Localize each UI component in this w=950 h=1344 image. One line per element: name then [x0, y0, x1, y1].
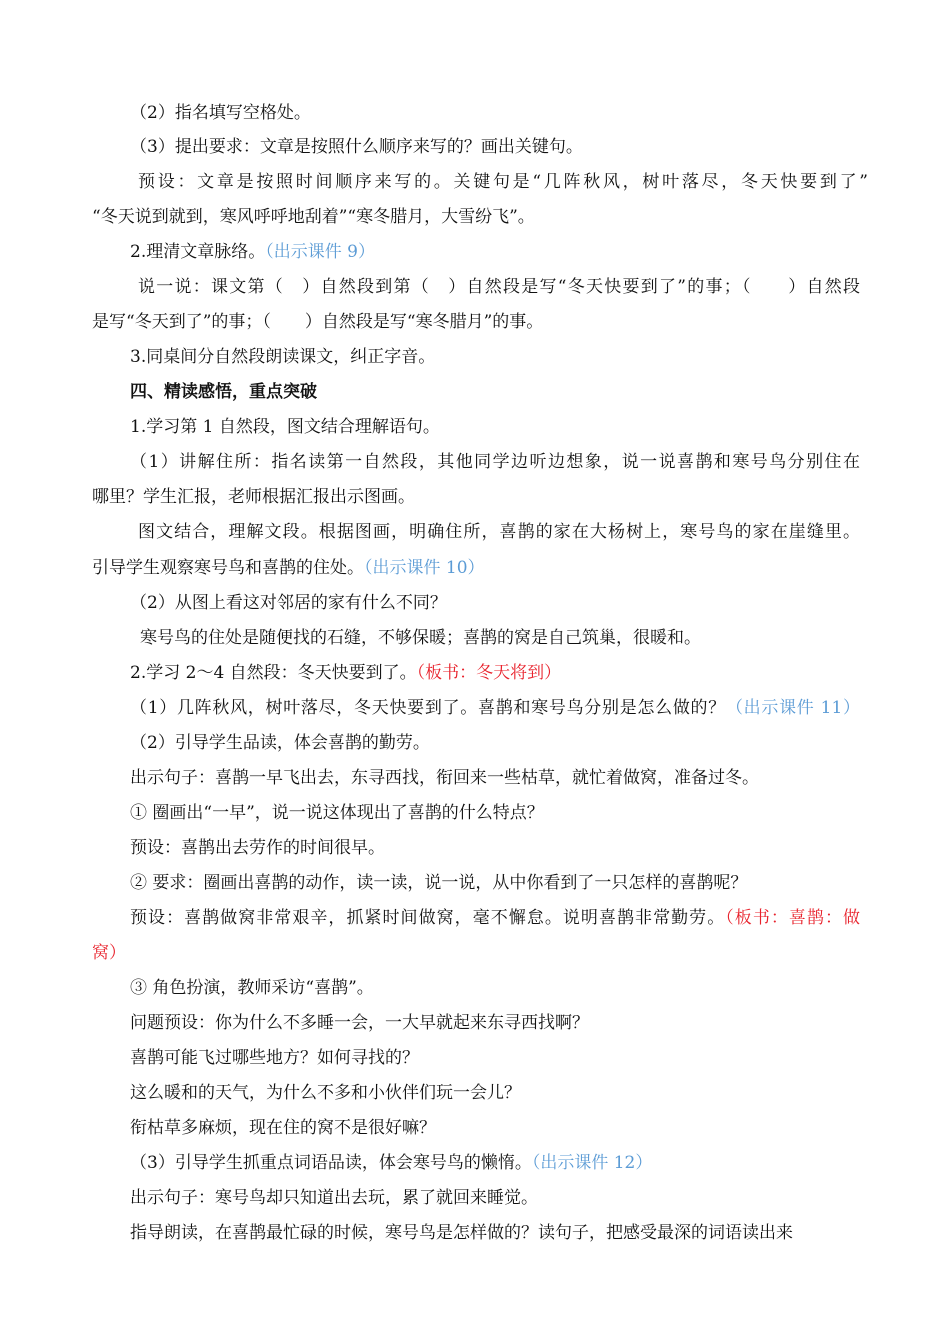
courseware-note: （出示课件 11） — [725, 698, 860, 718]
paragraph-line: 指导朗读，在喜鹊最忙碌的时候，寒号鸟是怎样做的？读句子，把感受最深的词语读出来 — [130, 1223, 793, 1243]
blackboard-note: （板书：喜鹊：做 — [725, 908, 861, 928]
paragraph-line: ③ 角色扮演，教师采访“喜鹊”。 — [130, 978, 374, 998]
blackboard-note: （板书：冬天将到） — [416, 663, 562, 683]
paragraph-line: 预设：文章是按照时间顺序来写的。关键句是“几阵秋风，树叶落尽，冬天快要到了” — [138, 172, 868, 192]
blackboard-note: 窝） — [92, 943, 126, 963]
paragraph-line: 衔枯草多麻烦，现在住的窝不是很好嘛？ — [130, 1118, 436, 1138]
courseware-note: （出示课件 10） — [364, 558, 485, 578]
paragraph-line: 说一说：课文第（ ）自然段到第（ ）自然段是写“冬天快要到了”的事；（ ）自然段 — [138, 277, 860, 297]
paragraph-line: 喜鹊可能飞过哪些地方？如何寻找的？ — [130, 1048, 419, 1068]
section-heading: 四、精读感悟，重点突破 — [130, 382, 317, 402]
paragraph-line: （1）几阵秋风，树叶落尽，冬天快要到了。喜鹊和寒号鸟分别是怎么做的？（出示课件 11） — [130, 698, 860, 718]
paragraph-line: 出示句子：寒号鸟却只知道出去玩，累了就回来睡觉。 — [130, 1188, 538, 1208]
paragraph-line: 是写“冬天到了”的事；（ ）自然段是写“寒冬腊月”的事。 — [92, 312, 544, 332]
paragraph-line: 1.学习第 1 自然段，图文结合理解语句。 — [130, 417, 440, 437]
paragraph-line: 2.学习 2～4 自然段：冬天快要到了。（板书：冬天将到） — [130, 663, 562, 683]
paragraph-line: （3）引导学生抓重点词语品读，体会寒号鸟的懒惰。（出示课件 12） — [130, 1153, 653, 1173]
paragraph-line: 2.理清文章脉络。（出示课件 9） — [130, 242, 375, 262]
paragraph-line: （2）引导学生品读，体会喜鹊的勤劳。 — [130, 733, 430, 753]
paragraph-line: ① 圈画出“一早”，说一说这体现出了喜鹊的什么特点？ — [130, 803, 544, 823]
courseware-note: （出示课件 9） — [265, 242, 375, 262]
paragraph-line: （2）从图上看这对邻居的家有什么不同？ — [130, 593, 447, 613]
paragraph-line: 预设：喜鹊做窝非常艰辛，抓紧时间做窝，毫不懈怠。说明喜鹊非常勤劳。（板书：喜鹊：做 — [130, 908, 861, 928]
paragraph-line: 这么暖和的天气，为什么不多和小伙伴们玩一会儿？ — [130, 1083, 521, 1103]
paragraph-line: “冬天说到就到，寒风呼呼地刮着”“寒冬腊月，大雪纷飞”。 — [92, 207, 535, 227]
paragraph-line: 寒号鸟的住处是随便找的石缝，不够保暖；喜鹊的窝是自己筑巢，很暖和。 — [140, 628, 701, 648]
courseware-note: （出示课件 12） — [531, 1153, 653, 1173]
paragraph-line: （3）提出要求：文章是按照什么顺序来写的？画出关键句。 — [130, 137, 583, 157]
paragraph-line: （2）指名填写空格处。 — [130, 103, 311, 123]
paragraph-line: 3.同桌间分自然段朗读课文，纠正字音。 — [130, 347, 436, 367]
paragraph-line: 预设：喜鹊出去劳作的时间很早。 — [130, 838, 385, 858]
paragraph-line: 问题预设：你为什么不多睡一会，一大早就起来东寻西找啊？ — [130, 1013, 589, 1033]
paragraph-line: 引导学生观察寒号鸟和喜鹊的住处。（出示课件 10） — [92, 558, 485, 578]
paragraph-line: 哪里？学生汇报，老师根据汇报出示图画。 — [92, 487, 415, 507]
paragraph-line: 图文结合，理解文段。根据图画，明确住所，喜鹊的家在大杨树上，寒号鸟的家在崖缝里。 — [138, 522, 860, 542]
paragraph-line: 出示句子：喜鹊一早飞出去，东寻西找，衔回来一些枯草，就忙着做窝，准备过冬。 — [130, 768, 759, 788]
paragraph-line: （1）讲解住所：指名读第一自然段，其他同学边听边想象，说一说喜鹊和寒号鸟分别住在 — [130, 452, 860, 472]
paragraph-line: ② 要求：圈画出喜鹊的动作，读一读，说一说，从中你看到了一只怎样的喜鹊呢？ — [130, 873, 748, 893]
